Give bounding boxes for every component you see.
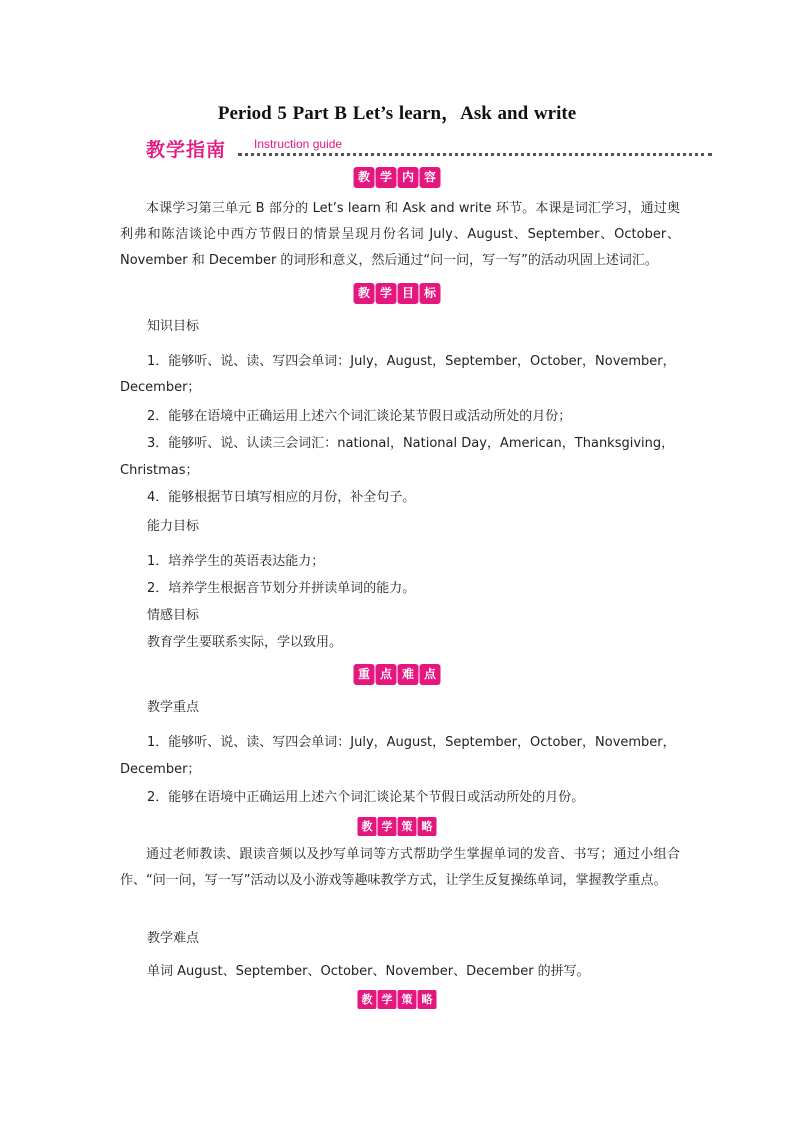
difficult-points-text: 单词 August、September、October、November、December 的拼写。 (147, 964, 590, 979)
badge-char: 点 (420, 664, 441, 685)
content-paragraph: 本课学习第三单元 B 部分的 Let’s learn 和 Ask and write 环节。本课是词汇学习，通过奥利弗和陈洁谈论中西方节假日的情景呈现月份名词 July、August、September、October、November 和 December 的词形和意义，然后通过“问一问，写一写”的活动巩固上述词汇。 (120, 201, 680, 268)
emotion-goals-title: 情感目标 (147, 608, 200, 623)
badge-char: 目 (398, 283, 419, 304)
emotion-goals-text: 教育学生要联系实际，学以致用。 (147, 635, 343, 650)
badge-char: 策 (398, 990, 417, 1009)
badge-char: 内 (398, 167, 419, 188)
dotted-divider (238, 153, 712, 156)
ability-item: 2．培养学生根据音节划分并拼读单词的能力。 (147, 581, 416, 596)
badge-char: 教 (358, 990, 377, 1009)
badge-char: 学 (376, 283, 397, 304)
knowledge-item: Christmas； (120, 463, 199, 478)
badge-char: 学 (378, 817, 397, 836)
knowledge-item: 2．能够在语境中正确运用上述六个词汇谈论某节假日或活动所处的月份； (147, 409, 572, 424)
badge-char: 学 (376, 167, 397, 188)
badge-char: 教 (358, 817, 377, 836)
instruction-guide-header (146, 133, 712, 165)
badge-char: 容 (420, 167, 441, 188)
badge-char: 策 (398, 817, 417, 836)
ability-goals-title: 能力目标 (147, 519, 200, 534)
badge-teaching-content (354, 167, 441, 188)
badge-char: 教 (354, 167, 375, 188)
guide-label-cn: 教学指南 (146, 139, 227, 161)
ability-item: 1．培养学生的英语表达能力； (147, 554, 325, 569)
key-item: 1．能够听、说、读、写四会单词：July，August，September，October，November， (147, 735, 676, 750)
badge-char: 重 (354, 664, 375, 685)
badge-char: 标 (420, 283, 441, 304)
key-points-title: 教学重点 (147, 700, 200, 715)
knowledge-item: 1．能够听、说、读、写四会单词：July，August，September，October，November， (147, 354, 676, 369)
badge-teaching-strategy (358, 817, 437, 836)
knowledge-item: December； (120, 380, 201, 395)
page-title: Period 5 Part B Let’s learn，Ask and write (217, 103, 577, 124)
knowledge-goals-title: 知识目标 (147, 319, 200, 334)
strategy-paragraph: 通过老师教读、跟读音频以及抄写单词等方式帮助学生掌握单词的发音、书写；通过小组合作、“问一问，写一写”活动以及小游戏等趣味教学方式，让学生反复操练单词，掌握教学重点。 (120, 847, 680, 888)
badge-char: 学 (378, 990, 397, 1009)
badge-teaching-goals (354, 283, 441, 304)
key-item: 2．能够在语境中正确运用上述六个词汇谈论某个节假日或活动所处的月份。 (147, 790, 585, 805)
badge-teaching-strategy-2 (358, 990, 437, 1009)
badge-char: 略 (418, 990, 437, 1009)
badge-key-difficult (354, 664, 441, 685)
guide-label-en: Instruction guide (254, 137, 343, 151)
difficult-points-title: 教学难点 (147, 931, 200, 946)
badge-char: 教 (354, 283, 375, 304)
knowledge-item: 4．能够根据节日填写相应的月份，补全句子。 (147, 490, 416, 505)
badge-char: 难 (398, 664, 419, 685)
badge-char: 略 (418, 817, 437, 836)
badge-char: 点 (376, 664, 397, 685)
key-item: December； (120, 762, 201, 777)
knowledge-item: 3．能够听、说、认读三会词汇：national，National Day，American，Thanksgiving， (147, 436, 675, 451)
